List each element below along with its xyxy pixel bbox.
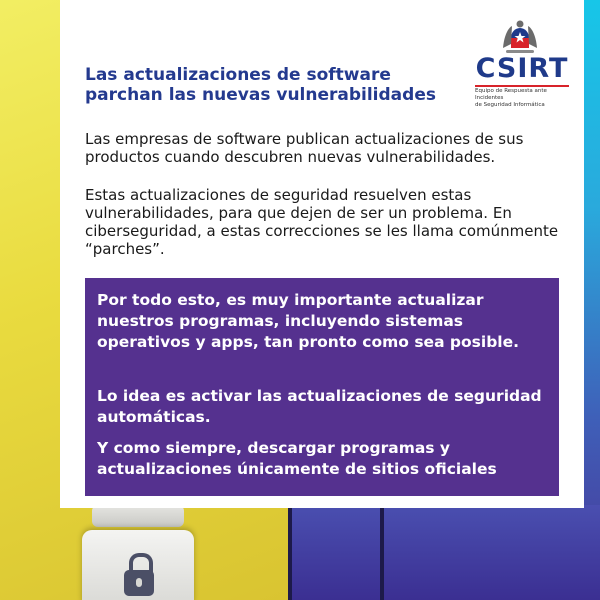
highlight-paragraph: Lo idea es activar las actualizaciones de seguridad automáticas. — [97, 387, 542, 426]
csirt-logo — [472, 18, 572, 108]
keyboard-seam — [288, 505, 292, 600]
highlight-paragraph: Y como siempre, descargar programas y actualizaciones únicamente de sitios oficiales — [97, 439, 497, 478]
logo-wordmark: CSIRT — [475, 53, 569, 84]
explanation-paragraph: Estas actualizaciones de seguridad resuelven estas vulnerabilidades, para que dejen de ser un problema. En ciberseguridad, a estas correcciones se les llama comúnmente “parches”. — [85, 186, 559, 258]
keyboard-key-top — [92, 505, 184, 527]
intro-paragraph: Las empresas de software publican actualizaciones de sus productos cuando descubren nuevas vulnerabilidades. — [85, 130, 524, 166]
card-title-line: parchan las nuevas vulnerabilidades — [85, 85, 436, 105]
card-title — [85, 65, 445, 105]
chile-coat-of-arms-icon — [498, 18, 542, 56]
logo-subtitle — [475, 88, 571, 109]
keyboard-seam — [380, 505, 384, 600]
padlock-keyhole — [136, 578, 142, 587]
highlight-paragraph: Por todo esto, es muy importante actualizar nuestros programas, incluyendo sistemas operativos y apps, tan pronto como sea posible. — [97, 291, 520, 351]
logo-subtitle-line: de Seguridad Informática — [475, 102, 545, 108]
logo-subtitle-line: Equipo de Respuesta ante Incidentes — [475, 88, 547, 101]
logo-accent-bar — [475, 85, 569, 87]
background-keyboard-panel — [290, 505, 600, 600]
highlight-box — [85, 278, 559, 496]
info-card — [60, 0, 584, 508]
card-title-line: Las actualizaciones de software — [85, 65, 391, 85]
